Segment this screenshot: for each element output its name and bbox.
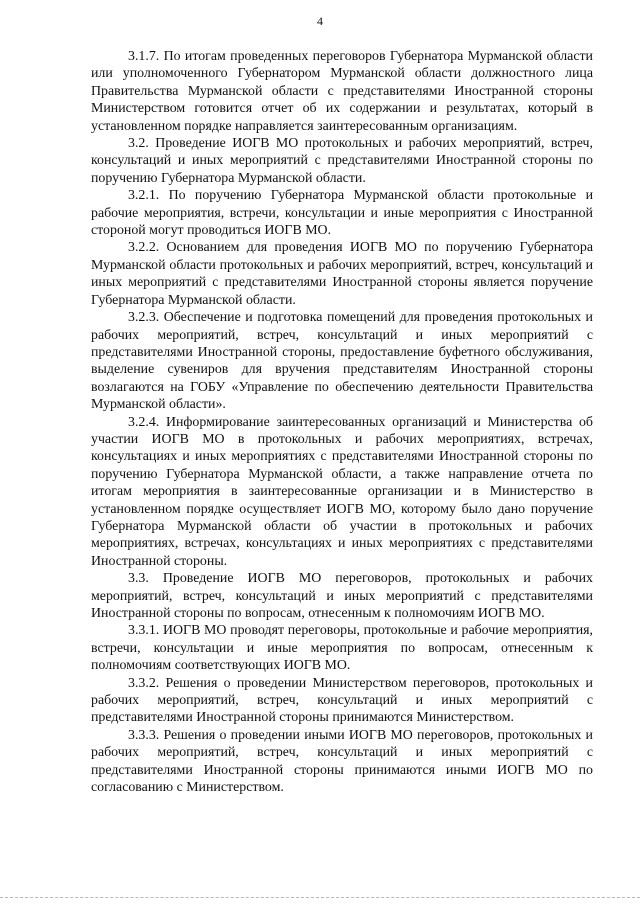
paragraph-3-2-2: 3.2.2. Основанием для проведения ИОГВ МО по поручению Губернатора Мурманской области протокольных и рабочих мероприятий, встреч, консультаций и иных мероприятий с представителями Иностранной стороны является поручение Губернатора Мурманской области. — [91, 240, 593, 308]
paragraph-3-2-4: 3.2.4. Информирование заинтересованных организаций и Министерства об участии ИОГВ МО в протокольных и рабочих мероприятиях, встречах, консультациях и иных мероприятиях с представителями Иностранной стороны по поручению Губернатора Мурманской области, а также направление отчета по итогам мероприятия в заинтересованные организации и в Министерство в установленном порядке осуществляет ИОГВ МО, которому было дано поручение Губернатора Мурманской области об участии в протокольных и рабочих мероприятиях, встречах, консультациях и иных мероприятиях с представителями Иностранной стороны. — [91, 414, 593, 569]
paragraph-3-2-1: 3.2.1. По поручению Губернатора Мурманской области протокольные и рабочие мероприятия, встречи, консультации и иные мероприятия с Иностранной стороной могут проводиться ИОГВ МО. — [91, 188, 593, 239]
page-number: 4 — [317, 14, 323, 28]
scan-bottom-edge — [0, 897, 640, 898]
paragraph-3-3: 3.3. Проведение ИОГВ МО переговоров, протокольных и рабочих мероприятий, встреч, консультаций и иных мероприятий с представителями Иностранной стороны по вопросам, отнесенным к полномочиям ИОГВ МО. — [91, 571, 593, 621]
document-body — [91, 48, 593, 796]
paragraph-3-3-3: 3.3.3. Решения о проведении иными ИОГВ МО переговоров, протокольных и рабочих мероприятий, встреч, консультаций и иных мероприятий с представителями Иностранной стороны принимаются иными ИОГВ МО по согласованию с Министерством. — [91, 727, 593, 796]
paragraph-3-1-7: 3.1.7. По итогам проведенных переговоров Губернатора Мурманской области или уполномоченного Губернатором Мурманской области должностного лица Правительства Мурманской области с представителями Иностранной стороны Министерством готовится отчет об их содержании и результатах, который в установленном порядке направляется заинтересованным организациям. — [91, 49, 593, 134]
paragraph-3-3-1: 3.3.1. ИОГВ МО проводят переговоры, протокольные и рабочие мероприятия, встречи, консультации и иные мероприятия по вопросам, отнесенным к полномочиям соответствующих ИОГВ МО. — [91, 623, 593, 674]
paragraph-3-2: 3.2. Проведение ИОГВ МО протокольных и рабочих мероприятий, встреч, консультаций и иных мероприятий с представителями Иностранной стороны по поручению Губернатора Мурманской области. — [91, 136, 593, 186]
paragraph-3-3-2: 3.3.2. Решения о проведении Министерством переговоров, протокольных и рабочих мероприятий, встреч, консультаций и иных мероприятий с представителями Иностранной стороны принимаются Министерством. — [91, 675, 593, 726]
paragraph-3-2-3: 3.2.3. Обеспечение и подготовка помещений для проведения протокольных и рабочих мероприятий, встреч, консультаций и иных мероприятий с представителями Иностранной стороны, предоставление буфетного обслуживания, выделение сувениров для вручения представителям Иностранной стороны возлагаются на ГОБУ «Управление по обеспечению деятельности Правительства Мурманской области». — [91, 310, 593, 413]
